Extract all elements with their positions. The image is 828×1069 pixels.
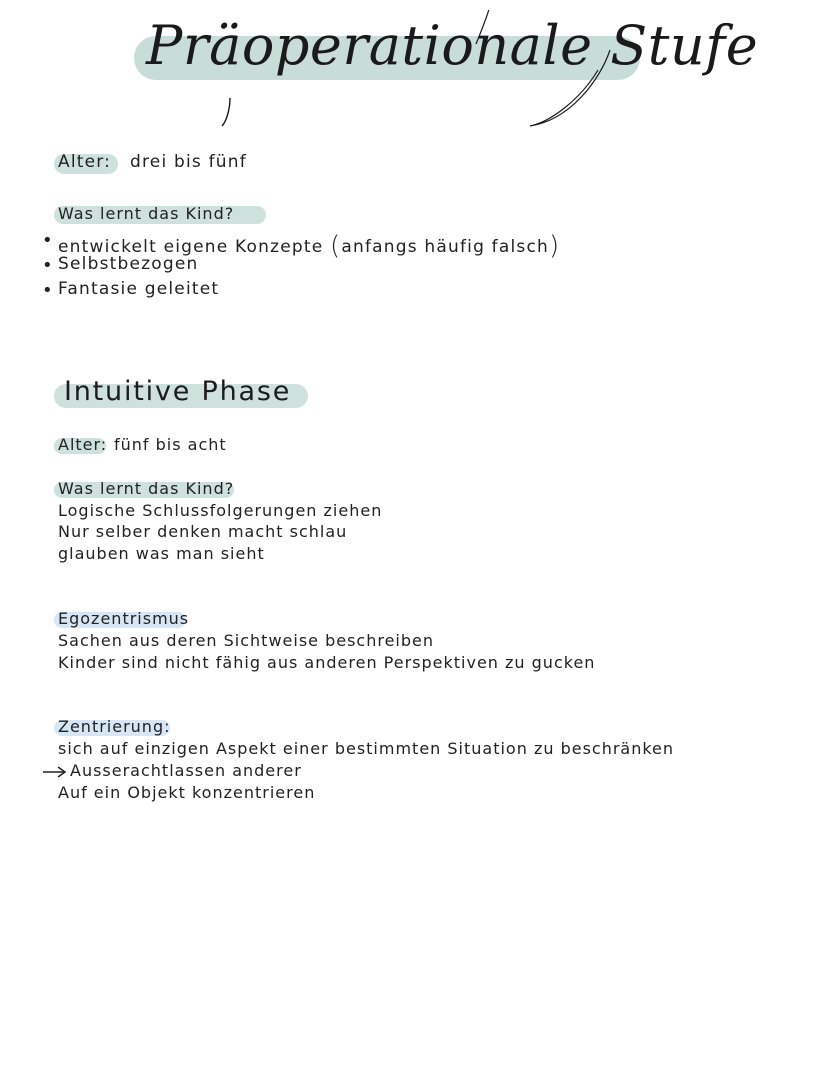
- list-item: glauben was man sieht: [58, 544, 265, 563]
- bullet-dot: •: [42, 255, 53, 276]
- question-heading: Was lernt das Kind?: [58, 204, 235, 223]
- list-item: Sachen aus deren Sichtweise beschreiben: [58, 631, 435, 650]
- paren-open: (: [330, 231, 342, 261]
- list-item: Nur selber denken macht schlau: [58, 522, 348, 541]
- paren-note: anfangs häufig falsch: [341, 237, 549, 257]
- section-heading: Intuitive Phase: [64, 376, 292, 407]
- egozentrismus-heading: Egozentrismus: [58, 609, 190, 628]
- list-item: Auf ein Objekt konzentrieren: [58, 783, 316, 802]
- bullet-dot: •: [42, 280, 53, 301]
- bullet-dot: •: [42, 230, 53, 251]
- bullet-item: Selbstbezogen: [58, 254, 199, 274]
- list-item: sich auf einzigen Aspekt einer bestimmten Situation zu beschränken: [58, 739, 675, 758]
- zentrierung-heading: Zentrierung:: [58, 717, 171, 736]
- paren-close: ): [548, 231, 561, 261]
- list-item: Ausserachtlassen anderer: [70, 761, 302, 780]
- alter-label: Alter:: [58, 435, 108, 454]
- title-text: Präoperationale Stufe: [146, 14, 759, 77]
- arrow-icon: [42, 765, 68, 779]
- page-title: [130, 10, 759, 130]
- alter-label: Alter:: [58, 152, 112, 172]
- alter-value: drei bis fünf: [130, 152, 247, 172]
- list-item: Kinder sind nicht fähig aus anderen Perspektiven zu gucken: [58, 653, 596, 672]
- list-item: Logische Schlussfolgerungen ziehen: [58, 501, 383, 520]
- alter-value: fünf bis acht: [114, 435, 227, 454]
- bullet-item: Fantasie geleitet: [58, 279, 220, 299]
- question-heading: Was lernt das Kind?: [58, 479, 235, 498]
- bullet-text: entwickelt eigene Konzepte: [58, 237, 324, 257]
